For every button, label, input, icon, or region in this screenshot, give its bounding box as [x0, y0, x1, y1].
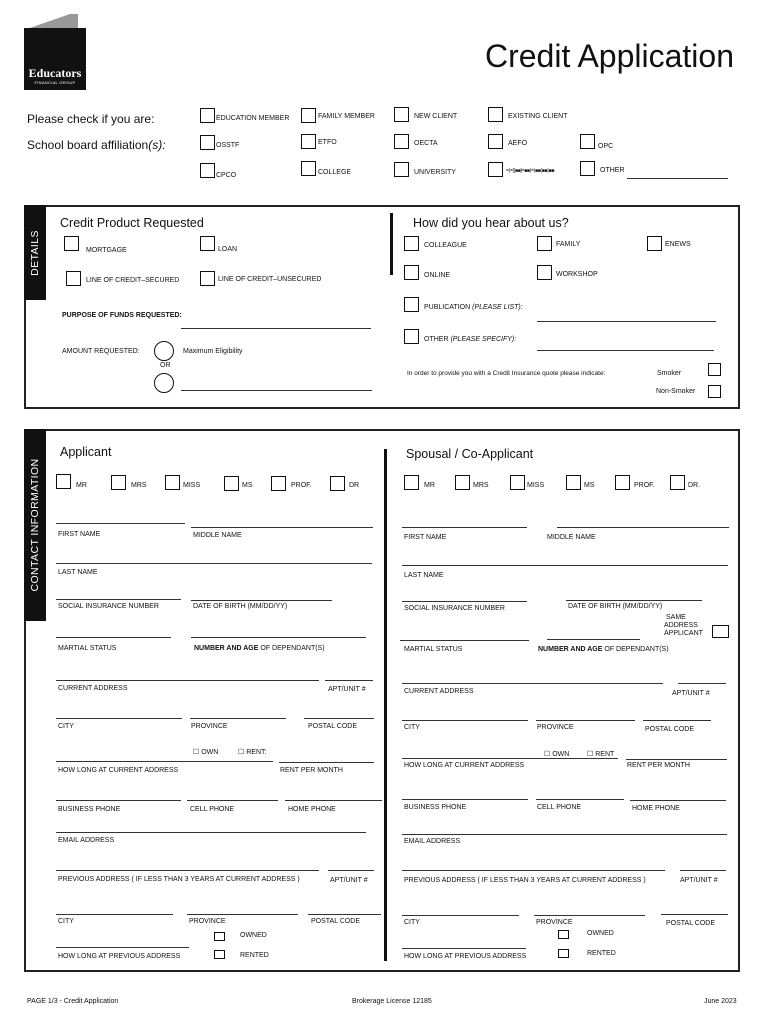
applicant-apt-line[interactable]	[325, 680, 373, 681]
osstf-label: OSSTF	[216, 142, 240, 149]
spouse-owned-label: OWNED	[587, 930, 614, 937]
applicant-rented-label: RENTED	[240, 952, 269, 959]
spouse-address-line[interactable]	[402, 683, 663, 684]
spouse-mr-checkbox[interactable]	[404, 475, 419, 490]
applicant-owned-checkbox[interactable]	[214, 932, 225, 941]
spouse-apt-line[interactable]	[678, 683, 726, 684]
spouse-dob-line[interactable]	[566, 600, 702, 601]
workshop-label: WORKSHOP	[556, 271, 598, 278]
cpco-checkbox[interactable]	[200, 163, 215, 178]
spouse-previous-address-label: PREVIOUS ADDRESS ( IF LESS THAN 3 YEARS AT CURRENT ADDRESS )	[404, 877, 646, 884]
other-hear-text: OTHER	[424, 336, 449, 343]
spouse-postal-line[interactable]	[643, 720, 711, 721]
applicant-business-phone-line[interactable]	[56, 800, 181, 801]
contact-divider	[384, 449, 387, 961]
spouse-rent-line[interactable]	[626, 759, 727, 760]
spouse-address-label: CURRENT ADDRESS	[404, 688, 474, 695]
other-affiliation-label: OTHER	[600, 167, 625, 174]
university-checkbox[interactable]	[394, 162, 409, 177]
details-divider	[390, 213, 393, 275]
spouse-dependants-line[interactable]	[547, 639, 640, 640]
applicant-last-name-label: LAST NAME	[58, 569, 98, 576]
spouse-previous-address-line[interactable]	[402, 870, 665, 871]
applicant-previous-apt-label: APT/UNIT #	[330, 877, 368, 884]
publication-text: PUBLICATION	[424, 304, 471, 311]
applicant-previous-address-label: PREVIOUS ADDRESS ( IF LESS THAN 3 YEARS AT CURRENT ADDRESS )	[58, 876, 300, 883]
applicant-rent-label: RENT PER MONTH	[280, 767, 343, 774]
spouse-rented-checkbox[interactable]	[558, 949, 569, 958]
spouse-dob-label: DATE OF BIRTH (MM/DD/YY)	[568, 603, 663, 610]
loan-checkbox[interactable]	[200, 236, 215, 251]
applicant-prev-postal-label: POSTAL CODE	[311, 918, 361, 925]
or-label: OR	[160, 362, 171, 369]
details-side-tab	[24, 205, 46, 300]
applicant-dependants-bold: NUMBER AND AGE	[194, 645, 259, 652]
applicant-previous-address-line[interactable]	[56, 870, 319, 871]
spouse-last-name-line[interactable]	[402, 565, 728, 566]
spouse-province-label: PROVINCE	[537, 724, 574, 731]
footer-page: PAGE 1/3 - Credit Application	[27, 998, 119, 1005]
smoker-label: Smoker	[657, 370, 682, 377]
loc-secured-checkbox[interactable]	[66, 271, 81, 286]
college-label: COLLEGE	[318, 169, 352, 176]
opc-label: OPC	[598, 143, 614, 150]
amount-line[interactable]	[181, 390, 372, 391]
affiliation-prompt-main: School board affiliation	[27, 138, 149, 152]
loc-unsecured-label: LINE OF CREDIT–UNSECURED	[218, 276, 322, 283]
applicant-first-name-label: FIRST NAME	[58, 531, 101, 538]
loan-label: LOAN	[218, 246, 238, 253]
spouse-prof-label: PROF.	[634, 482, 655, 489]
spouse-prof-checkbox[interactable]	[615, 475, 630, 490]
applicant-home-phone-line[interactable]	[285, 800, 382, 801]
applicant-dr-checkbox[interactable]	[330, 476, 345, 491]
etfo-checkbox[interactable]	[301, 134, 316, 149]
applicant-how-long-line[interactable]	[56, 761, 273, 762]
spouse-dependants-rest: OF DEPENDANT(S)	[602, 646, 669, 653]
hear-title: How did you hear about us?	[413, 216, 569, 230]
spouse-home-phone-line[interactable]	[630, 800, 726, 801]
applicant-mr-label: MR	[76, 482, 87, 489]
applicant-cell-phone-line[interactable]	[187, 800, 278, 801]
spouse-ms-checkbox[interactable]	[566, 475, 581, 490]
spouse-title: Spousal / Co-Applicant	[406, 447, 534, 461]
spouse-city-line[interactable]	[402, 720, 528, 721]
member-prompt: Please check if you are:	[27, 112, 155, 126]
new-client-label: NEW CLIENT	[414, 113, 458, 120]
spouse-mr-label: MR	[424, 482, 435, 489]
spouse-prev-postal-line[interactable]	[661, 914, 728, 915]
applicant-owned-label: OWNED	[240, 932, 267, 939]
other-hear-line[interactable]	[537, 350, 714, 351]
college-checkbox[interactable]	[301, 161, 316, 176]
education-member-checkbox[interactable]	[200, 108, 215, 123]
spouse-city-label: CITY	[404, 724, 420, 731]
applicant-postal-line[interactable]	[304, 718, 374, 719]
spouse-sin-label: SOCIAL INSURANCE NUMBER	[404, 605, 505, 612]
aefo-label: AEFO	[508, 140, 528, 147]
osstf-checkbox[interactable]	[200, 135, 215, 150]
applicant-prev-province-label: PROVINCE	[189, 918, 226, 925]
spouse-mrs-checkbox[interactable]	[455, 475, 470, 490]
contact-side-label: CONTACT INFORMATION	[29, 458, 41, 592]
spouse-postal-label: POSTAL CODE	[645, 726, 695, 733]
applicant-first-name-line[interactable]	[56, 523, 185, 524]
smoker-checkbox[interactable]	[708, 363, 721, 376]
colleague-label: COLLEAGUE	[424, 242, 467, 249]
spouse-marital-label: MARTIAL STATUS	[404, 646, 463, 653]
spouse-marital-line[interactable]	[400, 640, 529, 641]
publication-label	[424, 304, 523, 311]
applicant-miss-checkbox[interactable]	[165, 475, 180, 490]
spouse-prev-province-label: PROVINCE	[536, 919, 573, 926]
applicant-mrs-label: MRS	[131, 482, 147, 489]
enews-checkbox[interactable]	[647, 236, 662, 251]
oecta-label: OECTA	[414, 140, 438, 147]
opc-checkbox[interactable]	[580, 134, 595, 149]
applicant-marital-label: MARTIAL STATUS	[58, 645, 117, 652]
applicant-sin-line[interactable]	[56, 599, 181, 600]
applicant-miss-label: MISS	[183, 482, 201, 489]
applicant-mrs-checkbox[interactable]	[111, 475, 126, 490]
online-label: ONLINE	[424, 272, 451, 279]
page-title: Credit Application	[484, 38, 734, 74]
applicant-dependants-line[interactable]	[191, 637, 366, 638]
spouse-dr-checkbox[interactable]	[670, 475, 685, 490]
spouse-prev-city-label: CITY	[404, 919, 420, 926]
insurance-note: In order to provide you with a Credit Insurance quote please indicate:	[407, 370, 606, 377]
spouse-last-name-label: LAST NAME	[404, 572, 444, 579]
applicant-middle-name-label: MIDDLE NAME	[193, 532, 242, 539]
spouse-apt-label: APT/UNIT #	[672, 690, 710, 697]
applicant-cell-phone-label: CELL PHONE	[190, 806, 235, 813]
oecta-checkbox[interactable]	[394, 134, 409, 149]
applicant-address-label: CURRENT ADDRESS	[58, 685, 128, 692]
applicant-province-label: PROVINCE	[191, 723, 228, 730]
applicant-prev-city-label: CITY	[58, 918, 74, 925]
contact-side-tab	[24, 429, 46, 621]
spouse-ms-label: MS	[584, 482, 595, 489]
applicant-marital-line[interactable]	[56, 637, 171, 638]
applicant-dependants-label	[194, 645, 325, 652]
university-label: UNIVERSITY	[414, 169, 457, 176]
applicant-rent-option[interactable]: ☐ RENT:	[238, 749, 267, 756]
spouse-rented-label: RENTED	[587, 950, 616, 957]
family-member-checkbox[interactable]	[301, 108, 316, 123]
max-eligibility-label: Maximum Eligibility	[183, 348, 243, 355]
purpose-label: PURPOSE OF FUNDS REQUESTED:	[62, 312, 182, 319]
family-member-label: FAMILY MEMBER	[318, 113, 375, 120]
mortgage-checkbox[interactable]	[64, 236, 79, 251]
applicant-address-line[interactable]	[56, 680, 319, 681]
cpco-label: CPCO	[216, 172, 237, 179]
applicant-ms-label: MS	[242, 482, 253, 489]
existing-client-checkbox[interactable]	[488, 107, 503, 122]
applicant-prof-label: PROF.	[291, 482, 312, 489]
workshop-checkbox[interactable]	[537, 265, 552, 280]
applicant-email-label: EMAIL ADDRESS	[58, 837, 115, 844]
same-address-label	[664, 614, 703, 638]
spouse-own-option[interactable]: ☐ OWN	[544, 751, 570, 758]
spouse-middle-name-label: MIDDLE NAME	[547, 534, 596, 541]
spouse-business-phone-line[interactable]	[402, 799, 528, 800]
contact-panel	[24, 429, 740, 972]
applicant-prof-checkbox[interactable]	[271, 476, 286, 491]
applicant-prev-city-line[interactable]	[56, 914, 173, 915]
max-eligibility-radio[interactable]	[154, 341, 174, 361]
illegible-option-checkbox[interactable]	[488, 162, 503, 177]
etfo-label: ETFO	[318, 139, 337, 146]
footer-license: Brokerage License 12185	[352, 998, 432, 1005]
spouse-first-name-line[interactable]	[402, 527, 527, 528]
spouse-prev-province-line[interactable]	[534, 915, 645, 916]
loc-secured-label: LINE OF CREDIT–SECURED	[86, 277, 180, 284]
spouse-prev-postal-label: POSTAL CODE	[666, 920, 716, 927]
applicant-business-phone-label: BUSINESS PHONE	[58, 806, 121, 813]
affiliation-prompt	[27, 138, 166, 152]
spouse-miss-label: MISS	[527, 482, 545, 489]
other-affiliation-line[interactable]	[627, 178, 728, 179]
spouse-sin-line[interactable]	[402, 601, 527, 602]
amount-radio[interactable]	[154, 373, 174, 393]
new-client-checkbox[interactable]	[394, 107, 409, 122]
family-label: FAMILY	[556, 241, 581, 248]
spouse-mrs-label: MRS	[473, 482, 489, 489]
credit-product-title: Credit Product Requested	[60, 216, 204, 230]
applicant-province-line[interactable]	[190, 718, 286, 719]
footer-date: June 2023	[704, 998, 737, 1005]
applicant-mr-checkbox[interactable]	[56, 474, 71, 489]
company-logo	[24, 14, 86, 90]
logo-subtext: FINANCIAL GROUP	[34, 80, 76, 85]
other-hear-note: (PLEASE SPECIFY):	[450, 336, 517, 343]
applicant-title: Applicant	[60, 445, 112, 459]
purpose-line[interactable]	[181, 328, 371, 329]
loc-unsecured-checkbox[interactable]	[200, 271, 215, 286]
mortgage-label: MORTGAGE	[86, 247, 127, 254]
non-smoker-label: Non-Smoker	[656, 388, 696, 395]
spouse-prev-how-long-label: HOW LONG AT PREVIOUS ADDRESS	[404, 953, 527, 960]
same-address-checkbox[interactable]	[712, 625, 729, 638]
same-address-line3: APPLICANT	[664, 630, 703, 637]
spouse-cell-phone-line[interactable]	[536, 799, 624, 800]
spouse-dependants-bold: NUMBER AND AGE	[538, 646, 603, 653]
affiliation-prompt-suffix: (s):	[148, 138, 166, 152]
applicant-dependants-rest: OF DEPENDANT(S)	[258, 645, 325, 652]
spouse-rent-option[interactable]: ☐ RENT	[587, 751, 615, 758]
spouse-previous-apt-line[interactable]	[680, 870, 726, 871]
applicant-city-line[interactable]	[56, 718, 182, 719]
applicant-dr-label: DR	[349, 482, 360, 489]
applicant-how-long-label: HOW LONG AT CURRENT ADDRESS	[58, 767, 179, 774]
same-address-line1: SAME	[666, 614, 686, 621]
applicant-home-phone-label: HOME PHONE	[288, 806, 336, 813]
spouse-middle-name-line[interactable]	[557, 527, 729, 528]
publication-note: (PLEASE LIST):	[472, 304, 523, 311]
applicant-apt-label: APT/UNIT #	[328, 686, 366, 693]
spouse-first-name-label: FIRST NAME	[404, 534, 447, 541]
spouse-dr-label: DR.	[688, 482, 701, 489]
spouse-previous-apt-label: APT/UNIT #	[680, 877, 718, 884]
amount-label: AMOUNT REQUESTED:	[62, 348, 140, 355]
applicant-city-label: CITY	[58, 723, 74, 730]
illegible-option-label: =(=)[■■]=■■(=)■■(■■)■■	[506, 168, 555, 174]
spouse-email-line[interactable]	[402, 834, 727, 835]
other-hear-label	[424, 336, 516, 343]
applicant-middle-name-line[interactable]	[191, 527, 373, 528]
details-side-label: DETAILS	[29, 229, 41, 276]
details-panel	[24, 205, 740, 409]
applicant-previous-apt-line[interactable]	[328, 870, 374, 871]
applicant-email-line[interactable]	[56, 832, 366, 833]
other-affiliation-checkbox[interactable]	[580, 161, 595, 176]
applicant-dob-label: DATE OF BIRTH (MM/DD/YY)	[193, 603, 288, 610]
spouse-rent-label: RENT PER MONTH	[627, 762, 690, 769]
applicant-postal-label: POSTAL CODE	[308, 723, 358, 730]
spouse-home-phone-label: HOME PHONE	[632, 805, 680, 812]
other-hear-checkbox[interactable]	[404, 329, 419, 344]
spouse-owned-checkbox[interactable]	[558, 930, 569, 939]
spouse-cell-phone-label: CELL PHONE	[537, 804, 582, 811]
spouse-business-phone-label: BUSINESS PHONE	[404, 804, 467, 811]
spouse-dependants-label	[538, 646, 669, 653]
spouse-how-long-line[interactable]	[402, 758, 618, 759]
publication-checkbox[interactable]	[404, 297, 419, 312]
existing-client-label: EXISTING CLIENT	[508, 113, 568, 120]
applicant-prev-how-long-label: HOW LONG AT PREVIOUS ADDRESS	[58, 953, 181, 960]
applicant-prev-postal-line[interactable]	[308, 914, 381, 915]
spouse-email-label: EMAIL ADDRESS	[404, 838, 461, 845]
online-checkbox[interactable]	[404, 265, 419, 280]
education-member-label: EDUCATION MEMBER	[216, 115, 290, 122]
publication-line[interactable]	[537, 321, 716, 322]
aefo-checkbox[interactable]	[488, 134, 503, 149]
non-smoker-checkbox[interactable]	[708, 385, 721, 398]
spouse-how-long-label: HOW LONG AT CURRENT ADDRESS	[404, 762, 525, 769]
same-address-line2: ADDRESS	[664, 622, 698, 629]
enews-label: ENEWS	[665, 241, 691, 248]
spouse-prev-city-line[interactable]	[402, 915, 519, 916]
spouse-miss-checkbox[interactable]	[510, 475, 525, 490]
applicant-rented-checkbox[interactable]	[214, 950, 225, 959]
spouse-province-line[interactable]	[536, 720, 635, 721]
applicant-prev-province-line[interactable]	[187, 914, 298, 915]
colleague-checkbox[interactable]	[404, 236, 419, 251]
applicant-ms-checkbox[interactable]	[224, 476, 239, 491]
applicant-own-option[interactable]: ☐ OWN	[193, 749, 219, 756]
logo-text: Educators	[28, 66, 82, 80]
family-checkbox[interactable]	[537, 236, 552, 251]
applicant-last-name-line[interactable]	[56, 563, 372, 564]
applicant-dob-line[interactable]	[191, 600, 332, 601]
applicant-sin-label: SOCIAL INSURANCE NUMBER	[58, 603, 159, 610]
applicant-prev-how-long-line[interactable]	[56, 947, 189, 948]
applicant-rent-line[interactable]	[279, 762, 374, 763]
spouse-prev-how-long-line[interactable]	[402, 948, 526, 949]
